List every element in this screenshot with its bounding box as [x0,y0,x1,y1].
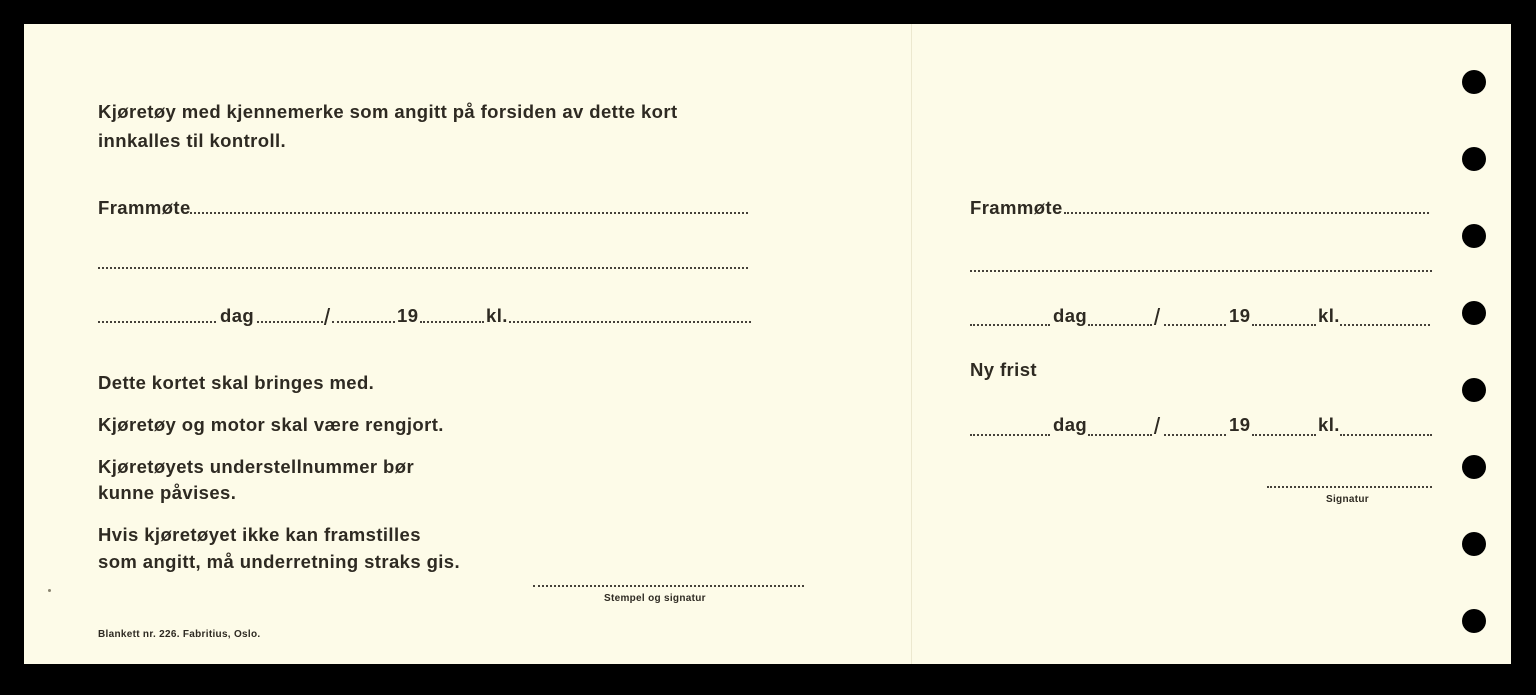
year-prefix: 19 [397,305,419,326]
time-field[interactable] [509,321,751,323]
new-deadline-year-prefix: 19 [1229,414,1251,435]
intro-text-line1: Kjøretøy med kjennemerke som angitt på forsiden av dette kort [98,101,678,122]
new-deadline-kl-label: kl. [1318,414,1340,435]
right-month-field[interactable] [1164,324,1226,326]
new-deadline-slash [1154,417,1160,434]
right-day-field[interactable] [970,324,1050,326]
punch-hole-7 [1462,532,1486,556]
date-slash [324,308,330,325]
paper-speck [48,589,51,592]
punch-hole-3 [1462,224,1486,248]
note-notify-line1: Hvis kjøretøyet ikke kan framstilles [98,524,421,545]
punch-hole-5 [1462,378,1486,402]
punch-hole-6 [1462,455,1486,479]
stamp-caption: Stempel og signatur [604,593,706,604]
right-frammote-field-line2[interactable] [970,270,1432,272]
dag-label: dag [220,305,255,326]
right-year-field[interactable] [1252,324,1316,326]
new-deadline-dag-label: dag [1053,414,1088,435]
right-frammote-label: Frammøte [970,197,1063,218]
punch-hole-2 [1462,147,1486,171]
right-year-prefix: 19 [1229,305,1251,326]
inspection-card [24,24,1511,664]
day-field[interactable] [98,321,216,323]
new-deadline-year-field[interactable] [1252,434,1316,436]
note-clean-vehicle: Kjøretøy og motor skal være rengjort. [98,414,444,435]
fold-line [911,24,912,664]
month-field[interactable] [332,321,395,323]
right-time-field[interactable] [1340,324,1430,326]
note-bring-card: Dette kortet skal bringes med. [98,372,375,393]
new-deadline-day-field[interactable] [970,434,1050,436]
stamp-signature-field[interactable] [533,585,804,587]
form-footer: Blankett nr. 226. Fabritius, Oslo. [98,629,261,640]
right-dag-label: dag [1053,305,1088,326]
year-field[interactable] [420,321,484,323]
new-deadline-time-field[interactable] [1340,434,1432,436]
kl-label: kl. [486,305,508,326]
punch-hole-8 [1462,609,1486,633]
frammote-label: Frammøte [98,197,191,218]
signature-field[interactable] [1267,486,1432,488]
signature-caption: Signatur [1326,494,1369,505]
right-kl-label: kl. [1318,305,1340,326]
right-frammote-field[interactable] [1064,212,1429,214]
punch-hole-1 [1462,70,1486,94]
right-date-field[interactable] [1088,324,1152,326]
ny-frist-label: Ny frist [970,359,1037,380]
new-deadline-date-field[interactable] [1088,434,1152,436]
right-date-slash [1154,308,1160,325]
frammote-field-line2[interactable] [98,267,748,269]
note-chassis-line2: kunne påvises. [98,482,237,503]
frammote-field[interactable] [190,212,748,214]
note-chassis-line1: Kjøretøyets understellnummer bør [98,456,415,477]
date-field[interactable] [257,321,323,323]
punch-hole-4 [1462,301,1486,325]
note-notify-line2: som angitt, må underretning straks gis. [98,551,461,572]
new-deadline-month-field[interactable] [1164,434,1226,436]
intro-text-line2: innkalles til kontroll. [98,130,287,151]
